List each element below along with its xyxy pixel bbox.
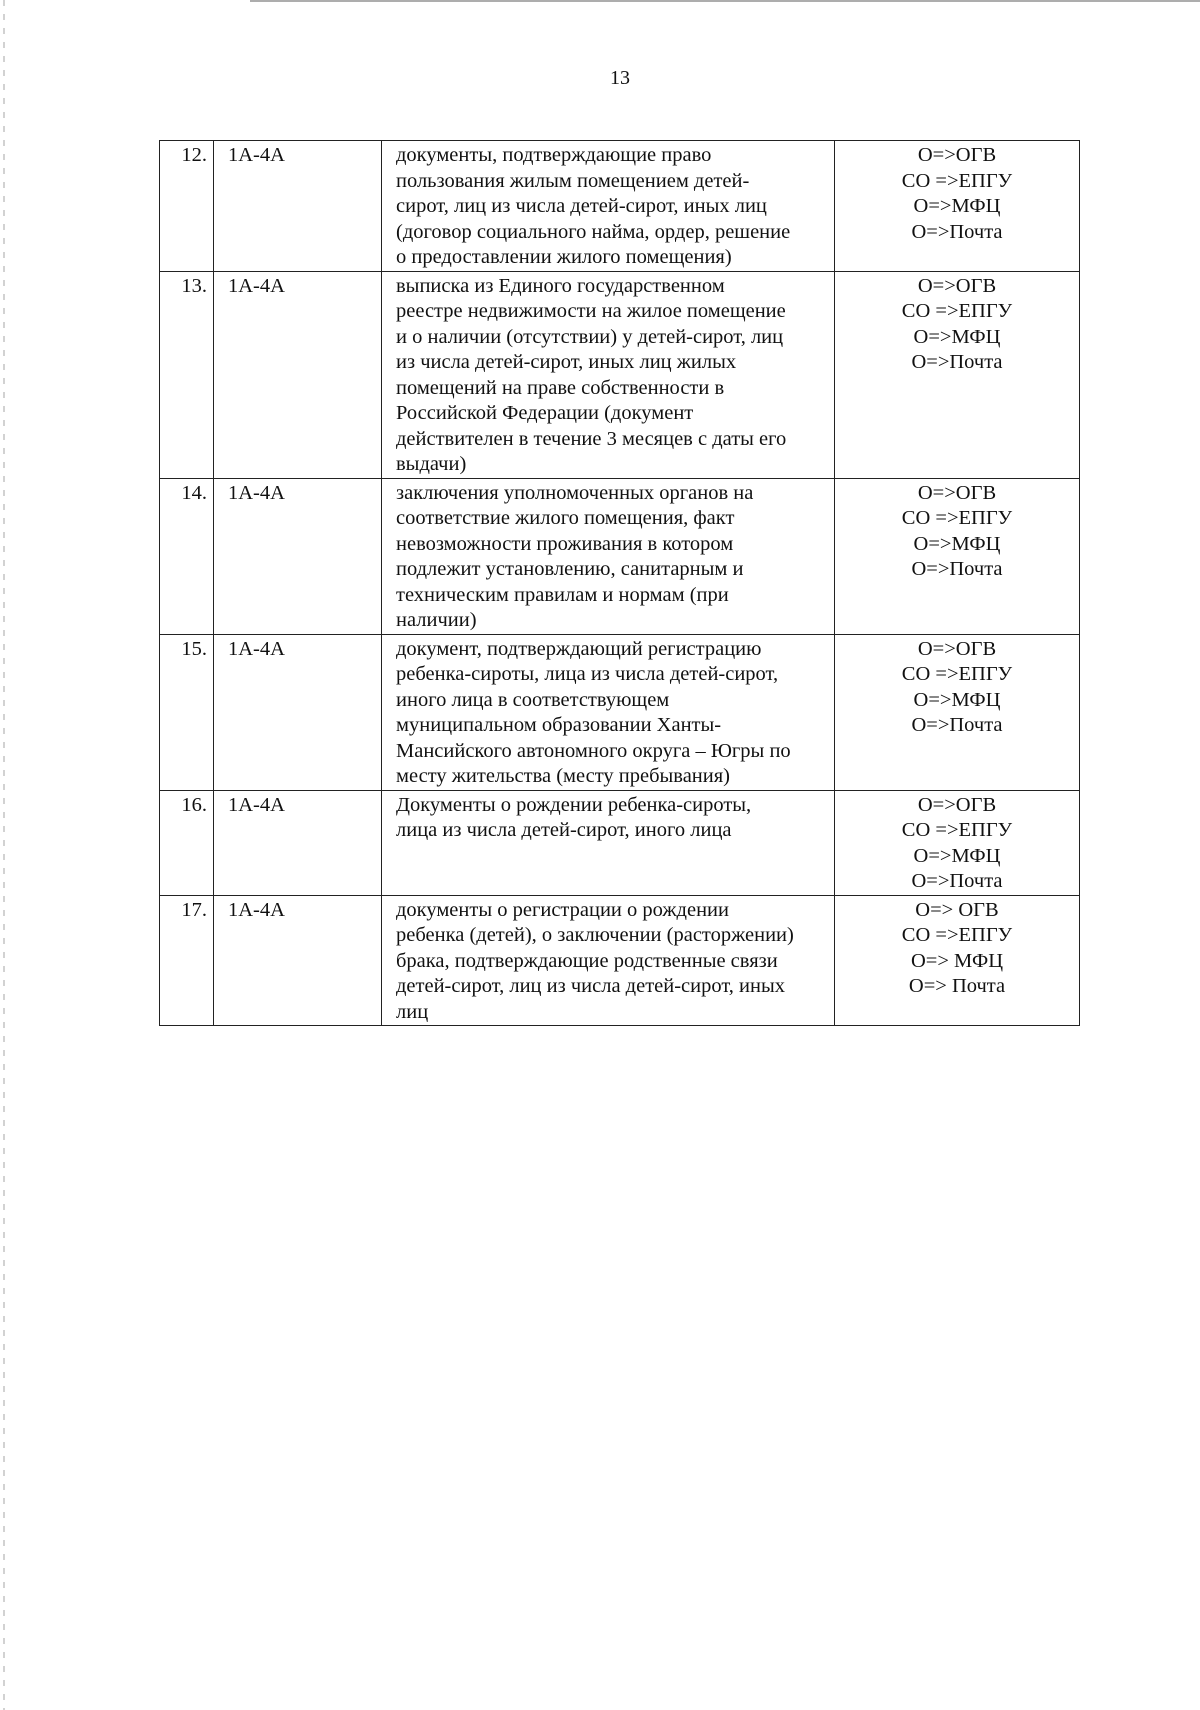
row-description [382,141,835,272]
documents-table-body [160,141,1080,1026]
description-line: ребенка-сироты, лица из числа детей-сирот, [396,663,779,685]
route-line: СО =>ЕПГУ [901,924,1013,946]
description-line: документы, подтверждающие право [396,144,712,166]
row-number: 15. [160,634,214,790]
route-line: О=>Почта [911,714,1003,736]
description-line: документ, подтверждающий регистрацию [396,637,762,660]
description-line: подлежит установлению, санитарным и [396,558,744,580]
description-line: муниципальном образовании Ханты- [396,714,722,736]
description-line: выдачи) [396,453,467,475]
row-description [382,478,835,634]
route-line: СО =>ЕПГУ [901,819,1013,841]
row-routes [835,790,1080,895]
description-line: брака, подтверждающие родственные связи [396,949,778,972]
description-line: и о наличии (отсутствии) у детей-сирот, лиц [396,325,784,348]
description-line: невозможности проживания в котором [396,532,734,555]
table-row [160,478,1080,634]
description-line: из числа детей-сирот, иных лиц жилых [396,351,737,373]
row-description [382,271,835,478]
row-number: 13. [160,271,214,478]
description-line: о предоставлении жилого помещения) [396,246,732,268]
row-number: 14. [160,478,214,634]
row-number: 16. [160,790,214,895]
route-line: СО =>ЕПГУ [901,507,1013,529]
route-line: СО =>ЕПГУ [901,663,1013,685]
row-description [382,790,835,895]
table-row [160,141,1080,272]
row-routes [835,634,1080,790]
description-line: выписка из Единого государственном [396,274,725,297]
route-line: СО =>ЕПГУ [901,169,1013,192]
table-row [160,790,1080,895]
description-line: документы о регистрации о рождении [396,898,729,921]
page-number: 13 [610,67,630,89]
route-line: О=>ОГВ [917,274,997,297]
table-row [160,634,1080,790]
table-row [160,271,1080,478]
scan-top-edge [250,0,1200,2]
description-line: действителен в течение 3 месяцев с даты его [396,427,787,450]
row-description [382,895,835,1026]
description-line: иного лица в соответствующем [396,688,670,711]
route-line: О=>ОГВ [917,637,997,660]
description-line: месту жительства (месту пребывания) [396,765,731,787]
row-routes [835,478,1080,634]
route-line: О=>ОГВ [917,481,997,504]
route-line: О=>МФЦ [913,532,1001,555]
route-line: О=>ОГВ [917,144,997,166]
route-line: О=>Почта [911,351,1003,373]
description-line: лица из числа детей-сирот, иного лица [396,819,732,841]
description-line: Российской Федерации (документ [396,402,694,424]
row-routes [835,271,1080,478]
route-line: О=> Почта [908,975,1006,997]
description-line: сирот, лиц из числа детей-сирот, иных лиц [396,195,767,217]
route-line: О=>МФЦ [913,844,1001,867]
route-line: О=>МФЦ [913,688,1001,711]
row-number: 17. [160,895,214,1026]
description-line: пользования жилым помещением детей- [396,169,750,192]
table-row [160,895,1080,1026]
description-line: ребенка (детей), о заключении (расторжении) [396,924,794,946]
route-line: СО =>ЕПГУ [901,300,1013,322]
description-line: Мансийского автономного округа – Югры по [396,739,791,762]
row-code: 1А-4А [214,634,382,790]
row-code: 1А-4А [214,271,382,478]
description-line: заключения уполномоченных органов на [396,481,754,504]
row-code: 1А-4А [214,790,382,895]
route-line: О=>МФЦ [913,195,1001,217]
description-line: (договор социального найма, ордер, решение [396,220,791,243]
description-line: помещений на праве собственности в [396,376,725,399]
route-line: О=>Почта [911,558,1003,580]
description-line: Документы о рождении ребенка-сироты, [396,793,752,816]
description-line: соответствие жилого помещения, факт [396,507,735,529]
documents-table [159,140,1080,1026]
route-line: О=> ОГВ [915,898,999,921]
row-routes [835,895,1080,1026]
description-line: наличии) [396,609,477,631]
row-routes [835,141,1080,272]
route-line: О=>ОГВ [917,793,997,816]
description-line: детей-сирот, лиц из числа детей-сирот, иных [396,975,785,997]
description-line: техническим правилам и нормам (при [396,583,729,606]
scan-edge-marks [3,0,5,1710]
row-description [382,634,835,790]
route-line: О=>Почта [911,220,1003,243]
row-number: 12. [160,141,214,272]
row-code: 1А-4А [214,895,382,1026]
route-line: О=>МФЦ [913,325,1001,348]
route-line: О=>Почта [911,870,1003,892]
description-line: лиц [396,1000,429,1023]
row-code: 1А-4А [214,478,382,634]
description-line: реестре недвижимости на жилое помещение [396,300,786,322]
row-code: 1А-4А [214,141,382,272]
route-line: О=> МФЦ [910,949,1003,972]
